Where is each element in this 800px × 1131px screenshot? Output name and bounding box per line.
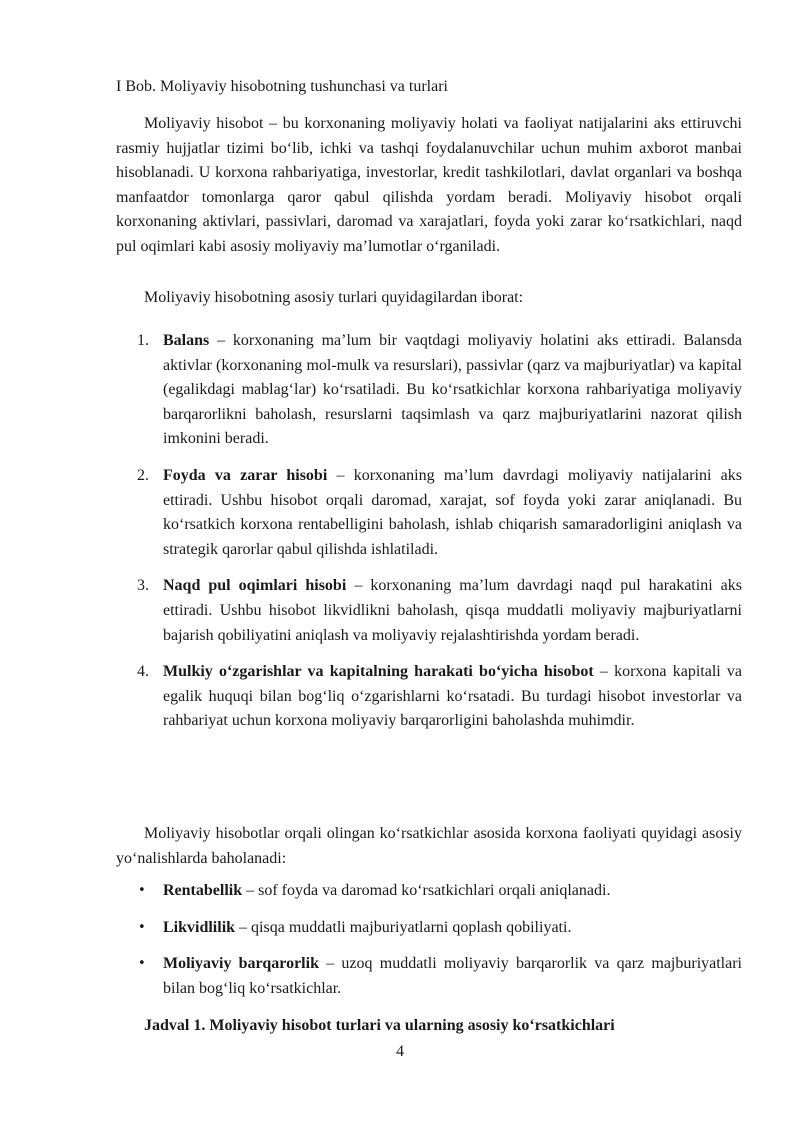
- list-term: Foyda va zarar hisobi: [163, 466, 328, 484]
- list-text: – korxona kapitali va egalik huquqi bilan bog‘liq o‘zgarishlarni ko‘rsatadi. Bu turdagi hisobot investorlar va rahbariyat uchun korxona moliyaviy barqarorligini baholashda muhimdir.: [163, 663, 743, 730]
- page-number: 4: [396, 1043, 404, 1060]
- bullet-term: Rentabellik: [163, 882, 243, 899]
- list-text: – korxonaning ma’lum davrdagi moliyaviy natijalarini aks ettiradi. Ushbu hisobot orqali daromad, xarajat, sof foyda yoki zarar aniqlanadi. Bu ko‘rsatkich korxona rentabelligini baholash, ishlab chiqarish samaradorligini aniqlash va strategik qarorlar qabul qilishda ishlatiladi.: [163, 466, 742, 558]
- bullet-item: [116, 879, 742, 904]
- bullet-icon: •: [138, 919, 146, 935]
- bullet-term: Moliyaviy barqarorlik: [163, 955, 319, 973]
- list-item: [116, 464, 742, 562]
- list-text: – korxonaning ma’lum davrdagi naqd pul harakatini aks ettiradi. Ushbu hisobot likvidlikni baholash, qisqa muddatli moliyaviy majburiyatlarni bajarish qobiliyatini aniqlash va moliyaviy rejalashtirishda yordam beradi.: [163, 577, 743, 644]
- intro-paragraph: Moliyaviy hisobot – bu korxonaning moliyaviy holati va faoliyat natijalarini aks ettiruvchi rasmiy hujjatlar tizimi bo‘lib, ichki va tashqi foydalanuvchilar uchun muhim axborot manbai hisoblanadi. U korxona rahbariyatiga, investorlar, kredit tashkilotlari, davlat organlari va boshqa manfaatdor tomonlarga qaror qabul qilishda yordam beradi. Moliyaviy hisobot orqali korxonaning aktivlari, passivlari, daromad va xarajatlari, foyda yoki zarar ko‘rsatkichlari, naqd pul oqimlari kabi asosiy moliyaviy ma’lumotlar o‘rganiladi.: [116, 115, 742, 255]
- list-number: 4.: [137, 663, 149, 681]
- table-caption: Jadval 1. Moliyaviy hisobot turlari va ularning asosiy ko‘rsatkichlari: [144, 1017, 615, 1034]
- bullet-icon: •: [138, 883, 146, 898]
- report-types-list: [116, 329, 742, 746]
- list-item: [116, 574, 742, 648]
- indicators-intro-paragraph: Moliyaviy hisobotlar orqali olingan ko‘rsatkichlar asosida korxona faoliyati quyidagi asosiy yo‘nalishlarda baholanadi:: [116, 825, 742, 867]
- list-item: [116, 660, 742, 734]
- bullet-text: – qisqa muddatli majburiyatlarni qoplash qobiliyati.: [235, 918, 572, 936]
- list-term: Naqd pul oqimlari hisobi: [163, 577, 347, 595]
- list-term: Mulkiy o‘zgarishlar va kapitalning harakati bo‘yicha hisobot: [163, 663, 594, 681]
- chapter-heading: I Bob. Moliyaviy hisobotning tushunchasi va turlari: [116, 78, 448, 95]
- list-text: – korxonaning ma’lum bir vaqtdagi moliyaviy holatini aks ettiradi. Balansda aktivlar (korxonaning mol-mulk va resurslari), passivlar (qarz va majburiyatlar) va kapital (egalikdagi mablag‘lar) ko‘rsatiladi. Bu ko‘rsatkichlar korxona rahbariyatiga moliyaviy barqarorlikni baholash, resurslarni taqsimlash va qarz majburiyatlarini nazorat qilish imkonini beradi.: [163, 332, 742, 448]
- bullet-item: [116, 952, 742, 1001]
- list-number: 2.: [137, 466, 149, 484]
- list-number: 3.: [137, 577, 149, 595]
- list-item: [116, 329, 742, 452]
- bullet-text: – sof foyda va daromad ko‘rsatkichlari orqali aniqlanadi.: [242, 882, 611, 899]
- list-number: 1.: [137, 332, 149, 349]
- list-term: Balans: [163, 332, 210, 349]
- types-intro-paragraph: Moliyaviy hisobotning asosiy turlari quyidagilardan iborat:: [144, 289, 524, 306]
- indicators-list: [116, 879, 742, 1013]
- bullet-text: – uzoq muddatli moliyaviy barqarorlik va qarz majburiyatlari bilan bog‘liq ko‘rsatkichlar.: [163, 955, 743, 997]
- bullet-icon: •: [138, 956, 146, 972]
- bullet-term: Likvidlilik: [163, 918, 236, 936]
- bullet-item: [116, 916, 742, 941]
